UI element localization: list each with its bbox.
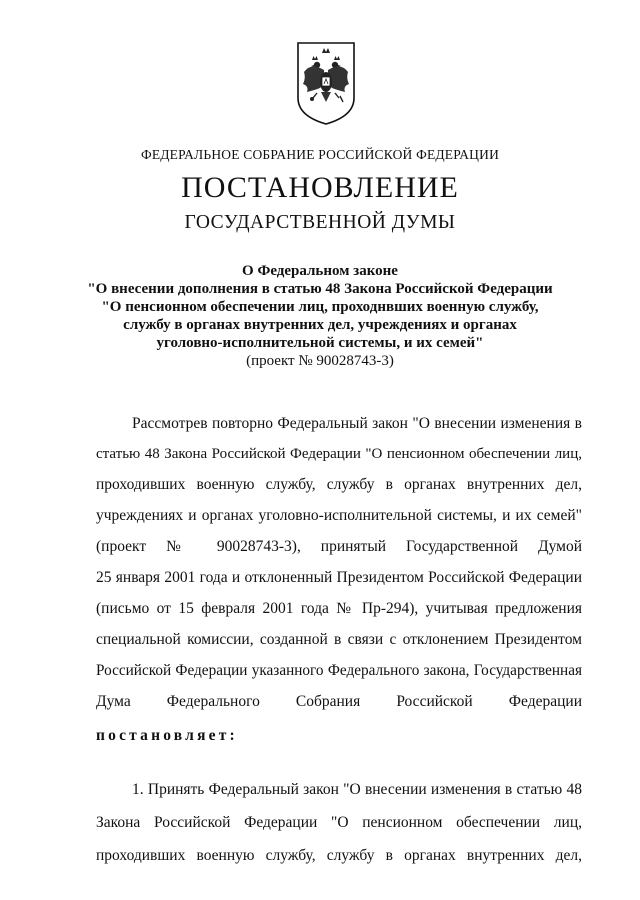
body-line xyxy=(96,569,582,587)
title-line: "О пенсионном обеспечении лиц, проходнвших военную службу, xyxy=(101,299,539,315)
body-line-text: (проект № 90028743-3), принятый Государственной Думой xyxy=(96,538,582,555)
russian-coat-of-arms-icon xyxy=(295,40,357,126)
body-line-text: проходивших военную службу, службу в органах внутренних дел, xyxy=(96,847,582,864)
title-line: "О внесении дополнения в статью 48 Закона Российской Федерации xyxy=(87,281,553,297)
body-line xyxy=(96,476,582,494)
body-line xyxy=(96,445,582,463)
body-line-text: статью 48 Закона Российской Федерации "О пенсионном обеспечении лиц, xyxy=(96,446,582,462)
body-line xyxy=(96,847,582,865)
body-line-text: Закона Российской Федерации "О пенсионном обеспечении лиц, xyxy=(96,814,582,831)
body-line-text: 25 января 2001 года и отклоненный Президентом Российской Федерации xyxy=(96,569,582,586)
body-line xyxy=(96,538,582,556)
body-line xyxy=(96,781,582,799)
project-number: (проект № 90028743-3) xyxy=(246,353,394,369)
decree-line xyxy=(96,727,582,745)
title-line: службу в органах внутренних дел, учреждениях и органах xyxy=(123,317,517,333)
organization-name: ФЕДЕРАЛЬНОЕ СОБРАНИЕ РОССИЙСКОЙ ФЕДЕРАЦИИ xyxy=(140,147,500,162)
body-line xyxy=(96,415,582,433)
document-title xyxy=(60,262,580,370)
body-line xyxy=(96,507,582,525)
decree-word: постановляет: xyxy=(96,727,238,744)
title-line: О Федеральном законе xyxy=(242,263,398,279)
document-issuer: ГОСУДАРСТВЕННОЙ ДУМЫ xyxy=(184,212,456,233)
document-type: ПОСТАНОВЛЕНИЕ xyxy=(181,171,459,204)
body-line-text: проходивших военную службу, службу в органах внутренних дел, xyxy=(96,476,582,493)
body-line xyxy=(96,662,582,680)
body-line-text: Дума Федерального Собрания Российской Федерации xyxy=(96,693,582,710)
body-line xyxy=(96,693,582,711)
body-line xyxy=(96,814,582,832)
body-line-text: (письмо от 15 февраля 2001 года № Пр-294), учитывая предложения xyxy=(96,600,582,617)
body-line-text: учреждениях и органах уголовно-исполнительной системы, и их семей" xyxy=(96,507,582,524)
body-line xyxy=(96,600,582,618)
body-line-text: Рассмотрев повторно Федеральный закон "О внесении изменения в xyxy=(132,415,582,432)
body-line-text: 1. Принять Федеральный закон "О внесении изменения в статью 48 xyxy=(132,781,582,798)
title-line: уголовно-исполнительной системы, и их семей" xyxy=(156,335,484,351)
body-line xyxy=(96,631,582,649)
body-line-text: специальной комиссии, созданной в связи с отклонением Президентом xyxy=(96,631,582,648)
body-line-text: Российской Федерации указанного Федерального закона, Государственная xyxy=(96,662,582,679)
